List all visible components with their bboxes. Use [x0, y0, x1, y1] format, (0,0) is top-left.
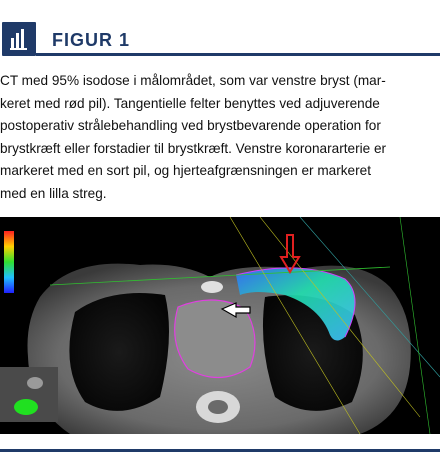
ct-scan-image [0, 217, 440, 434]
figure-caption [0, 70, 438, 205]
header-divider [36, 53, 440, 56]
caption-line: markeret med en sort pil, og hjerteafgrænsningen er markeret [0, 163, 371, 178]
bottom-divider [0, 449, 440, 452]
caption-line: brystkræft eller forstadier til brystkræft. Venstre koronararterie er [0, 140, 387, 156]
bar-chart-icon [2, 22, 36, 56]
caption-line: postoperativ strålebehandling ved brystbevarende operation for [0, 118, 381, 133]
caption-line: keret med rød pil). Tangentielle felter benyttes ved adjuverende [0, 95, 380, 111]
figure-header [0, 0, 440, 62]
caption-line: med en lilla streg. [0, 185, 107, 201]
figure-title: FIGUR 1 [52, 30, 131, 50]
caption-line: CT med 95% isodose i målområdet, som var venstre bryst (mar- [0, 73, 386, 88]
